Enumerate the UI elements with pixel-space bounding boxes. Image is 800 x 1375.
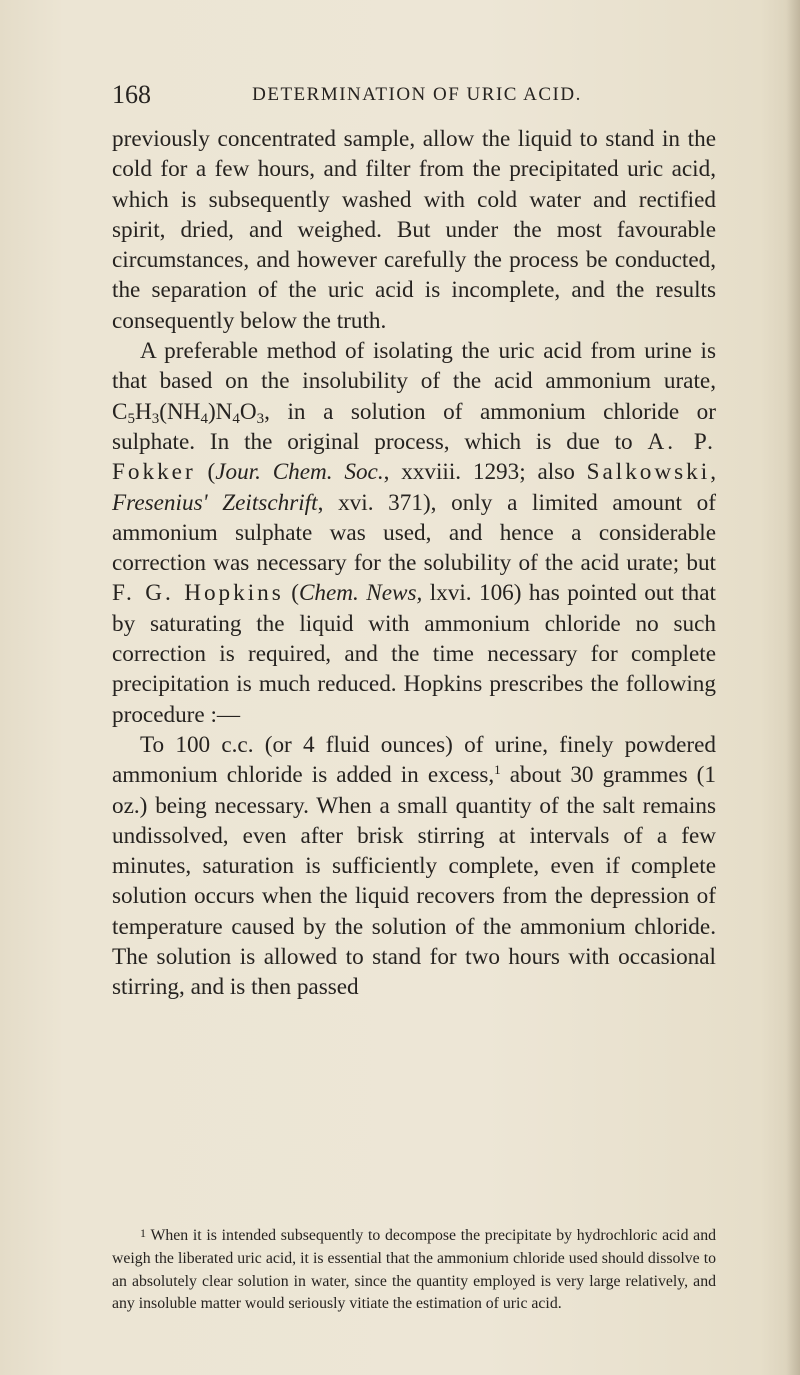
paragraph-3 <box>112 730 716 1003</box>
text-run: To 100 c.c. (or 4 fluid ounces) of urine, finely powdered ammonium chloride is added in excess, <box>112 731 716 789</box>
journal-title: Chem. News, <box>298 580 423 607</box>
text-run: A preferable method of isolating the uric acid from urine is that based on the insolubility of the acid ammonium urate, <box>112 338 716 395</box>
journal-title: Jour. Chem. Soc. <box>215 459 384 486</box>
footnote-mark: 1 <box>140 1226 146 1240</box>
footnote-text: When it is intended subsequently to decompose the precipitate by hydrochloric acid and weigh the liberated uric acid, it is essential that the ammonium chloride used should dissolve to an absolutely clear solution in water, since the quantity employed is very large relatively, and any insoluble matter would seriously vitiate the estimation of uric acid. <box>112 1227 716 1313</box>
formula-part: O <box>239 398 257 425</box>
text-run: lxvi. 106) has pointed out that by saturating the liquid with ammonium chloride no such correction is required, and the time necessary for complete precipitation is much reduced. Hopkins prescribes the following procedure :— <box>112 580 717 728</box>
formula-subscript: 5 <box>127 410 135 427</box>
paragraph-2 <box>112 336 716 730</box>
journal-title: Fresenius' Zeitschrift <box>112 489 318 516</box>
page-edge-shadow <box>786 0 800 1375</box>
author-name: A. P. Fokker <box>112 428 716 486</box>
formula-part: (NH <box>159 398 201 425</box>
text-run: ( <box>283 580 299 607</box>
text-run: , <box>710 459 716 486</box>
page-header <box>112 80 722 110</box>
text-run: , xxviii. 1293; also <box>383 459 587 486</box>
author-name: F. G. Hopkins <box>112 580 284 607</box>
formula-part: H <box>134 398 152 425</box>
paragraph-1: previously concentrated sample, allow the liquid to stand in the cold for a few hours, and filter from the precipitated uric acid, which is subsequently washed with cold water and rectified spirit, dried, and weighed. But under the most favourable circumstances, and however carefully the process be conducted, the separation of the uric acid is incomplete, and the results consequently below the truth. <box>112 126 716 334</box>
text-run: ( <box>195 459 216 486</box>
formula-subscript: 4 <box>200 410 208 427</box>
running-title: DETERMINATION OF URIC ACID. <box>252 84 582 105</box>
author-name: Salkowski <box>586 459 711 486</box>
formula-part: C <box>112 398 128 425</box>
text-run: , xvi. 371), only a limited amount of ammonium sulphate was used, and hence a considerable correction was necessary for the solubility of the acid urate; but <box>112 489 716 577</box>
formula-subscript: 4 <box>232 410 240 427</box>
formula-subscript: 3 <box>151 410 160 427</box>
body-text <box>112 124 716 1003</box>
formula-subscript: 3 <box>256 410 265 427</box>
text-run: , in a solution of ammonium chloride or sulphate. In the original process, which is due to <box>112 398 716 455</box>
footnote <box>112 1225 716 1316</box>
page-number: 168 <box>112 80 151 109</box>
formula-part: )N <box>207 398 233 425</box>
text-run: about 30 grammes (1 oz.) being necessary. When a small quantity of the salt remains undissolved, even after brisk stirring at intervals of a few minutes, saturation is sufficiently complete, even if complete solution occurs when the liquid recovers from the depression of temperature caused by the solution of the ammonium chloride. The solution is allowed to stand for two hours with occasional stirring, and is then passed <box>112 762 716 1001</box>
chemical-formula <box>112 399 264 425</box>
footnote-reference: 1 <box>494 762 501 778</box>
